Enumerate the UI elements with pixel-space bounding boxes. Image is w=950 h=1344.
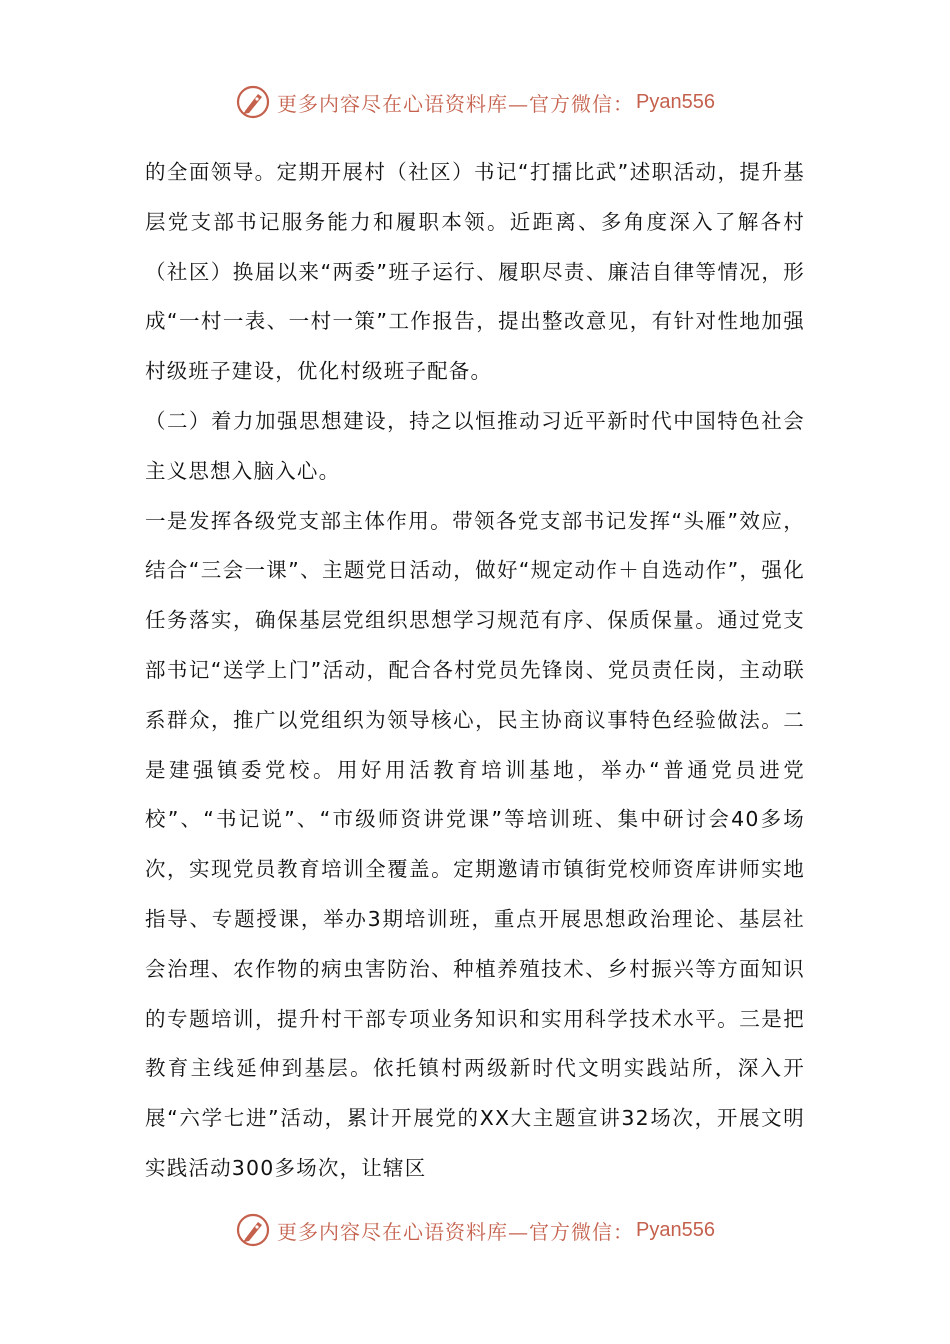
pen-nib-circle-icon bbox=[235, 1212, 271, 1248]
watermark-text: 更多内容尽在心语资料库—官方微信： bbox=[277, 1219, 635, 1244]
watermark-wechat-id: Pyan556 bbox=[636, 1218, 715, 1241]
header-watermark bbox=[0, 82, 950, 122]
paragraph: 一是发挥各级党支部主体作用。带领各党支部书记发挥“头雁”效应，结合“三会一课”、主题党日活动，做好“规定动作＋自选动作”，强化任务落实，确保基层党组织思想学习规范有序、保质保量。通过党支部书记“送学上门”活动，配合各村党员先锋岗、党员责任岗，主动联系群众，推广以党组织为领导核心，民主协商议事特色经验做法。二是建强镇委党校。用好用活教育培训基地，举办“普通党员进党校”、“书记说”、“市级师资讲党课”等培训班、集中研讨会40多场次，实现党员教育培训全覆盖。定期邀请市镇街党校师资库讲师实地指导、专题授课，举办3期培训班，重点开展思想政治理论、基层社会治理、农作物的病虫害防治、种植养殖技术、乡村振兴等方面知识的专题培训，提升村干部专项业务知识和实用科学技术水平。三是把教育主线延伸到基层。依托镇村两级新时代文明实践站所，深入开展“六学七进”活动，累计开展党的XX大主题宣讲32场次，开展文明实践活动300多场次，让辖区 bbox=[145, 508, 805, 1180]
paragraph: 的全面领导。定期开展村（社区）书记“打擂比武”述职活动，提升基层党支部书记服务能力和履职本领。近距离、多角度深入了解各村（社区）换届以来“两委”班子运行、履职尽责、廉洁自律等情况，形成“一村一表、一村一策”工作报告，提出整改意见，有针对性地加强村级班子建设，优化村级班子配备。 bbox=[145, 160, 805, 384]
pen-nib-circle-icon bbox=[235, 84, 271, 120]
watermark-wechat-id: Pyan556 bbox=[636, 90, 715, 113]
document-body bbox=[145, 148, 805, 1194]
footer-watermark bbox=[0, 1210, 950, 1250]
section-heading: （二）着力加强思想建设，持之以恒推动习近平新时代中国特色社会主义思想入脑入心。 bbox=[145, 408, 805, 483]
watermark-text: 更多内容尽在心语资料库—官方微信： bbox=[277, 91, 635, 116]
